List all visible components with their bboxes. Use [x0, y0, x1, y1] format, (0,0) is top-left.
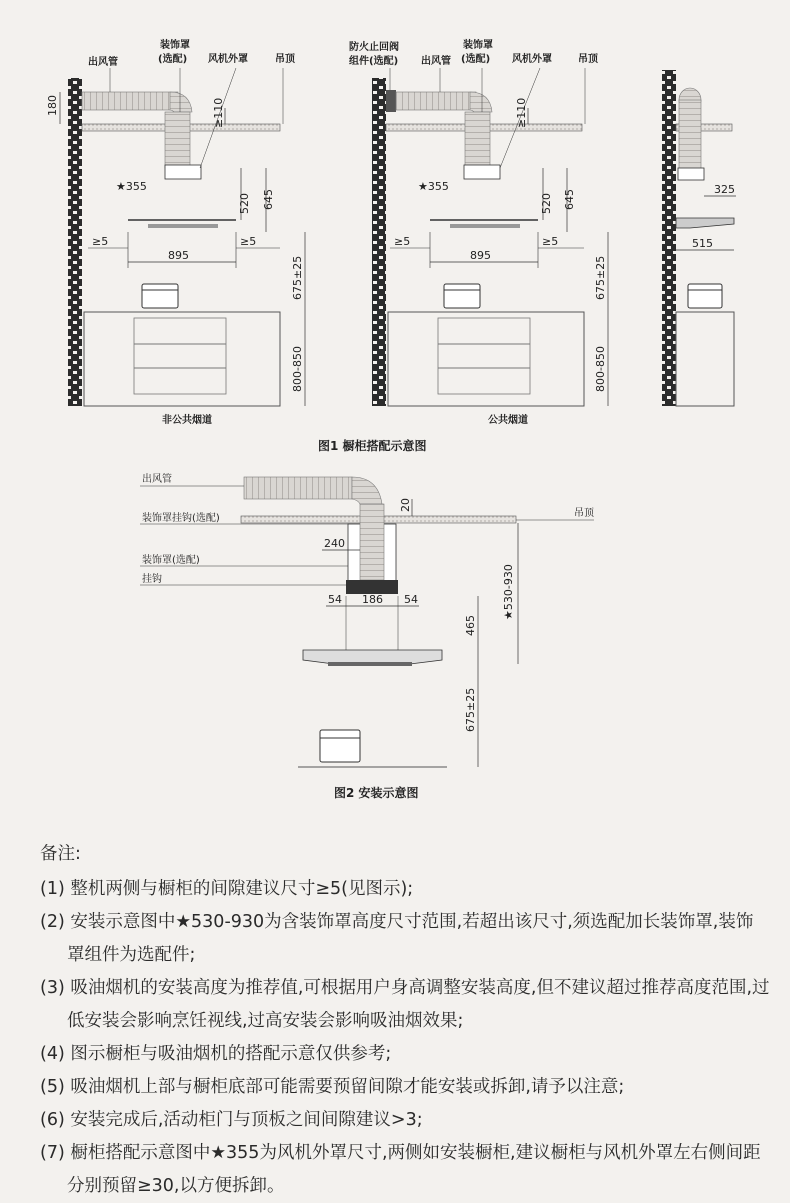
fig1-middle	[349, 38, 608, 426]
dim-800-850: 800-850	[594, 346, 607, 392]
cabinet	[676, 312, 734, 406]
dim-gap-left: ≥5	[92, 235, 109, 248]
label-decor-cover: 装饰罩(选配)	[142, 555, 200, 566]
dim-186: 186	[362, 593, 383, 606]
note-item: (3) 吸油烟机的安装高度为推荐值,可根据用户身高调整安装高度,但不建议超过推荐高度范围,过低安装会影响烹饪视线,过高安装会影响吸油烟效果;	[40, 978, 770, 1031]
dim-895: 895	[168, 249, 189, 262]
dim-675: 675±25	[464, 687, 477, 732]
label-outlet-pipe: 出风管	[88, 57, 118, 68]
dim-325: 325	[714, 183, 735, 196]
label-fire-valve-2: 组件(选配)	[349, 56, 399, 67]
label-hook: 挂钩	[142, 574, 162, 585]
dim-520: 520	[238, 193, 251, 214]
fire-valve	[386, 90, 396, 112]
pot	[444, 284, 480, 308]
label-decor-cover-optional: (选配)	[158, 54, 188, 65]
outlet-duct	[82, 92, 178, 110]
note-item: (1) 整机两侧与橱柜的间隙建议尺寸≥5(见图示);	[40, 879, 414, 899]
wall	[372, 78, 386, 406]
fig1-right	[662, 70, 736, 406]
label-ceiling: 吊顶	[275, 54, 295, 65]
figure1-title: 图1 橱柜搭配示意图	[318, 439, 427, 453]
dim-20: 20	[399, 498, 412, 512]
dim-gap-right: ≥5	[240, 235, 257, 248]
label-decor-hook: 装饰罩挂钩(选配)	[142, 513, 220, 524]
label-outlet-pipe: 出风管	[421, 56, 451, 67]
pot	[320, 730, 360, 762]
dim-645: 645	[563, 189, 576, 210]
vertical-duct	[360, 504, 384, 580]
vertical-duct	[679, 100, 701, 170]
cabinet	[84, 312, 280, 406]
range-hood	[676, 218, 734, 228]
fig1-left	[46, 38, 305, 426]
dim-110: ≥110	[515, 97, 528, 128]
label-fan-cover: 风机外罩	[512, 54, 552, 65]
outlet-duct	[396, 92, 476, 110]
dim-515: 515	[692, 237, 713, 250]
range-hood	[148, 224, 218, 228]
caption-public-flue: 公共烟道	[488, 415, 528, 426]
pot	[688, 284, 722, 308]
note-item: (2) 安装示意图中★530-930为含装饰罩高度尺寸范围,若超出该尺寸,须选配加长装饰罩,装饰罩组件为选配件;	[40, 912, 754, 965]
fan-cover	[346, 580, 398, 594]
outlet-duct	[244, 477, 352, 499]
vertical-duct	[465, 112, 490, 168]
label-decor-cover: 装饰罩	[463, 40, 493, 51]
fan-cover	[464, 165, 500, 179]
dim-520: 520	[540, 193, 553, 214]
dim-240: 240	[324, 537, 345, 550]
label-ceiling: 吊顶	[574, 508, 594, 519]
dim-675: 675±25	[594, 255, 607, 300]
range-hood	[450, 224, 520, 228]
notes-section	[40, 838, 770, 1203]
label-decor-cover-optional: (选配)	[461, 54, 491, 65]
dim-54-left: 54	[328, 593, 342, 606]
dim-800-850: 800-850	[291, 346, 304, 392]
dim-465: 465	[464, 615, 477, 636]
wall	[68, 78, 82, 406]
note-item: (4) 图示橱柜与吸油烟机的搭配示意仅供参考;	[40, 1044, 392, 1064]
figure2-title: 图2 安装示意图	[334, 786, 419, 800]
dim-675: 675±25	[291, 255, 304, 300]
label-fan-cover: 风机外罩	[208, 54, 248, 65]
fan-cover	[678, 168, 704, 180]
dim-530-930: ★530-930	[502, 564, 515, 620]
dim-110: ≥110	[212, 97, 225, 128]
label-fire-valve-1: 防火止回阀	[349, 42, 399, 53]
fan-cover	[165, 165, 201, 179]
vertical-duct	[165, 112, 190, 168]
dim-180: 180	[46, 95, 59, 116]
label-decor-cover: 装饰罩	[160, 40, 190, 51]
label-ceiling: 吊顶	[578, 54, 598, 65]
note-item: (5) 吸油烟机上部与橱柜底部可能需要预留间隙才能安装或拆卸,请予以注意;	[40, 1077, 625, 1097]
note-item: (7) 橱柜搭配示意图中★355为风机外罩尺寸,两侧如安装橱柜,建议橱柜与风机外罩左右侧间距分别预留≥30,以方便拆卸。	[40, 1143, 761, 1196]
dim-355: ★355	[116, 180, 147, 193]
dim-54-right: 54	[404, 593, 418, 606]
cabinet	[388, 312, 584, 406]
dim-645: 645	[262, 189, 275, 210]
wall	[662, 70, 676, 406]
note-item: (6) 安装完成后,活动柜门与顶板之间间隙建议>3;	[40, 1110, 423, 1130]
pot	[142, 284, 178, 308]
fig2	[140, 472, 595, 767]
dim-gap-left: ≥5	[394, 235, 411, 248]
notes-title: 备注:	[40, 844, 81, 864]
range-hood	[303, 650, 442, 664]
dim-gap-right: ≥5	[542, 235, 559, 248]
dim-355: ★355	[418, 180, 449, 193]
dim-895: 895	[470, 249, 491, 262]
caption-non-public-flue: 非公共烟道	[162, 415, 212, 426]
label-outlet-pipe: 出风管	[142, 474, 172, 485]
